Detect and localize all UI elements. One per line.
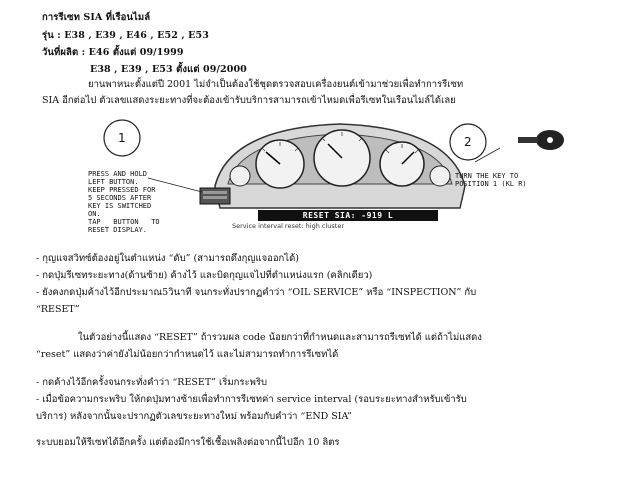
- instruction-line: LEFT BUTTON.: [88, 178, 139, 186]
- document-title: การรีเซท SIA ที่เรือนไมล์: [42, 12, 151, 23]
- right-instructions: [455, 172, 527, 188]
- step-2-number: 2: [464, 135, 472, 149]
- instruction-line: KEEP PRESSED FOR: [88, 186, 156, 194]
- instruction-line: KEY IS SWITCHED: [88, 202, 152, 210]
- figure-caption: Service interval reset: high cluster: [232, 222, 344, 230]
- note-line-1: ในตัวอย่างนี้แสดง “RESET” ถ้ารวมผล code น้อยกว่าที่กำหนดและสามารถรีเซทได้ แต่ถ้าไม่แสดง: [78, 332, 482, 343]
- step-line-4: “RESET”: [36, 304, 80, 315]
- models-line: รุ่น : E38 , E39 , E46 , E52 , E53: [42, 30, 209, 41]
- pointer-right: [475, 148, 500, 162]
- note-line-2: “reset” แสดงว่าค่ายังไม่น้อยกว่ากำหนดไว้ และไม่สามารถทำการรีเซทได้: [36, 349, 339, 360]
- step-line-2: - กดปุ่มรีเซทระยะทาง(ด้านซ้าย) ค้างไว้ และบิดกุญแจไปที่ตำแหน่งแรก (คลิกเดียว): [36, 270, 373, 281]
- instruction-line: RESET DISPLAY.: [88, 226, 148, 234]
- footer-note: ระบบยอมให้รีเซทได้อีกครั้ง แต่ต้องมีการใช้เชื้อเพลิงต่อจากนี้ไปอีก 10 ลิตร: [36, 437, 340, 448]
- left-instructions: [88, 170, 160, 234]
- intro-line-2: SIA อีกต่อไป ตัวเลขแสดงระยะทางที่จะต้องเข้ารับบริการสามารถเข้าไหมดเพื่อรีเซทในเรือนไมล์ได้เลย: [42, 95, 456, 106]
- instruction-line: TAP BUTTON TO: [88, 218, 160, 226]
- production-date-2: E38 , E39 , E53 ตั้งแต่ 09/2000: [90, 64, 247, 75]
- step2-line-2: - เมื่อข้อความกระพริบ ให้กดปุ่มทางซ้ายเพื่อทำการรีเซทค่า service interval (รอบระยะทางสำหรับเข้ารับ: [36, 394, 467, 405]
- lcd-display: RESET SIA: -919 L: [258, 210, 438, 221]
- instruction-line: ON.: [88, 210, 101, 218]
- temp-gauge: [230, 166, 250, 186]
- step-line-1: - กุญแจสวิทซ์ต้องอยู่ในตำแหน่ง “ดับ” (สามารถดึงกุญแจออกได้): [36, 253, 299, 264]
- instruction-line: PRESS AND HOLD: [88, 170, 148, 178]
- instruction-line: TURN THE KEY TO: [455, 172, 519, 180]
- step2-line-1: - กดค้างไว้อีกครั้งจนกระทั่งคำว่า “RESET” เริ่มกระพริบ: [36, 377, 268, 388]
- production-date: วันที่ผลิต : E46 ตั้งแต่ 09/1999: [42, 47, 184, 58]
- step-line-3: - ยังคงกดปุ่มค้างไว้อีกประมาณ5วินาที จนกระทั่งปรากฏคำว่า “OIL SERVICE” หรือ “INSPECTION” กับ: [36, 287, 477, 298]
- key-blade-icon: [518, 137, 538, 143]
- step-1-number: 1: [118, 131, 126, 145]
- small-gauge: [430, 166, 450, 186]
- instruction-line: POSITION 1 (KL R): [455, 180, 527, 188]
- intro-line-1: ยานพาหนะตั้งแต่ปี 2001 ไม่จำเป็นต้องใช้ชุดตรวจสอบเครื่องยนต์เข้ามาช่วยเพื่อทำการรีเซท: [88, 79, 464, 90]
- instruction-line: 5 SECONDS AFTER: [88, 194, 152, 202]
- step2-line-3: บริการ) หลังจากนั้นจะปรากฏตัวเลขระยะทางใหม่ พร้อมกับคำว่า “END SIA”: [36, 411, 352, 422]
